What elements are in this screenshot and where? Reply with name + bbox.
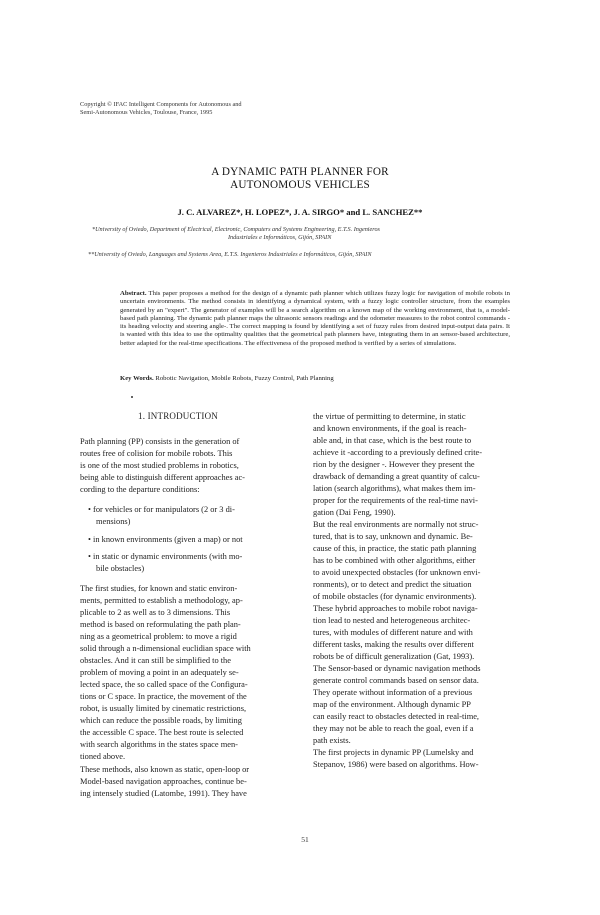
text-line: tion lead to nested and heterogeneous architec- xyxy=(313,616,471,625)
keywords-text: Robotic Navigation, Mobile Robots, Fuzzy Control, Path Planning xyxy=(155,375,334,382)
text-line: drawback of demanding a great quantity of calcu- xyxy=(313,472,480,481)
affiliation-2: **University of Oviedo, Languages and Systems Area, E.T.S. Ingenieros Industriales e Informáticos, Gijón, SPAIN xyxy=(88,251,372,258)
text-line: gation (Dai Feng, 1990). xyxy=(313,508,396,517)
text-line: But the real environments are normally not struc- xyxy=(313,520,479,529)
text-line: plicable to 2 as well as to 3 dimensions. This xyxy=(80,608,231,617)
text-line: has to be combined with other algorithms, either xyxy=(313,556,476,565)
bullet-item: • for vehicles or for manipulators (2 or 3 di- xyxy=(88,505,235,514)
text-line: the virtue of permitting to determine, in static xyxy=(313,412,466,421)
bullet-item-continuation: bile obstacles) xyxy=(96,564,145,573)
keywords-label: Key Words. xyxy=(120,375,154,382)
text-line: They operate without information of a previous xyxy=(313,688,473,697)
affiliation-1-line-1: *University of Oviedo, Department of Electrical, Electronic, Computers and Systems Engineering, E.T.S. Ingenieros xyxy=(92,226,380,233)
text-line: map of the environment. Although dynamic PP xyxy=(313,700,471,709)
text-line: ing intensely studied (Latombe, 1991). They have xyxy=(80,789,247,798)
abstract xyxy=(120,290,510,348)
bullet-item: • in static or dynamic environments (with mo- xyxy=(88,552,243,561)
text-line: tions or C space. In practice, the movement of the xyxy=(80,692,247,701)
text-line: routes free of colision for mobile robots. This xyxy=(80,449,233,458)
text-line: proper for the requirements of the real-time navi- xyxy=(313,496,478,505)
text-line: generate control commands based on sensor data. xyxy=(313,676,479,685)
text-line: being able to distinguish different approaches ac- xyxy=(80,473,245,482)
copyright-line: Copyright © IFAC Intelligent Components for Autonomous and xyxy=(80,101,242,108)
text-line: which can reduce the possible roads, by limiting xyxy=(80,716,242,725)
text-line: with search algorithms in the states space men- xyxy=(80,740,238,749)
text-line: rion by the designer -. However they present the xyxy=(313,460,475,469)
text-line: tured, that is to say, unknown and dynamic. Be- xyxy=(313,532,473,541)
text-line: Path planning (PP) consists in the generation of xyxy=(80,437,240,446)
bullet-item-continuation: mensions) xyxy=(96,517,131,526)
keywords xyxy=(120,375,510,382)
text-line: robot, is usually limited by cinematic restrictions, xyxy=(80,704,247,713)
abstract-label: Abstract. xyxy=(120,290,147,297)
text-line: These methods, also known as static, open-loop or xyxy=(80,765,250,774)
text-line: Stepanov, 1986) were based on algorithms. How- xyxy=(313,760,479,769)
text-line: able and, in that case, which is the best route to xyxy=(313,436,472,445)
text-line: lected space, the so called space of the Configura- xyxy=(80,680,248,689)
text-line: cause of this, in practice, the static path planning xyxy=(313,544,477,553)
text-line: achieve it -according to a previously defined crite- xyxy=(313,448,483,457)
text-line: These hybrid approaches to mobile robot naviga- xyxy=(313,604,478,613)
text-line: is one of the most studied problems in robotics, xyxy=(80,461,239,470)
text-line: problem of moving a point in an adequately se- xyxy=(80,668,239,677)
text-line: ronments), or to detect and predict the situation xyxy=(313,580,472,589)
copyright-line: Semi-Autonomous Vehicles, Toulouse, France, 1995 xyxy=(80,109,213,116)
section-heading: 1. INTRODUCTION xyxy=(138,411,218,421)
authors: J. C. ALVAREZ*, H. LOPEZ*, J. A. SIRGO* and L. SANCHEZ** xyxy=(177,207,423,217)
paper-title-line-1: A DYNAMIC PATH PLANNER FOR xyxy=(211,166,389,178)
affiliation-1-line-2: Industriales e Informáticos, Gijón, SPAIN xyxy=(228,234,332,241)
copyright-notice xyxy=(80,101,340,117)
text-line: can easily react to obstacles detected in real-time, xyxy=(313,712,480,721)
text-line: The Sensor-based or dynamic navigation methods xyxy=(313,664,481,673)
text-line: obstacles. And it can still be simplified to the xyxy=(80,656,231,665)
text-line: the accessible C space. The best route is selected xyxy=(80,728,244,737)
text-line: and known environments, if the goal is reach- xyxy=(313,424,467,433)
text-line: tioned above. xyxy=(80,752,126,761)
text-line: different tasks, making the results over different xyxy=(313,640,474,649)
text-line: solid through a n-dimensional euclidian space with xyxy=(80,644,251,653)
text-line: ning as a geometrical problem: to move a rigid xyxy=(80,632,237,641)
text-line: path exists. xyxy=(313,736,351,745)
text-line: cording to the departure conditions: xyxy=(80,485,200,494)
bullet-item: • in known environments (given a map) or not xyxy=(88,535,243,544)
text-line: tures, with modules of different nature and with xyxy=(313,628,473,637)
text-line: of mobile obstacles (for dynamic environments). xyxy=(313,592,477,601)
abstract-text: This paper proposes a method for the design of a dynamic path planner which utilizes fuzzy logic for navigation of mobile robots in uncertain environments. The method consists in identifying a dynamical system, with a fuzzy logic controller structure, from the examples generated by an "expert". The generator of examples will be a search algorithm on a known map of the working environment, that is, a model-based path planning. The dynamic path planner maps the ultrasonic sensors readings and the odometer measures to the robot control commands -its heading velocity and steering angle-. The correct mapping is found by identifying a set of fuzzy rules from desired input-output data pairs. It is wanted with this idea to use the optimality qualities that the geometrical path planners have, integrating them in an sensor-based architecture, better adapted for the real-time specifications. The effectiveness of the proposed method is verified by a series of simulations. xyxy=(120,290,510,347)
text-line: The first studies, for known and static environ- xyxy=(80,584,238,593)
text-line: lation (search algorithms), what makes them im- xyxy=(313,484,476,493)
text-line: ments, permitted to establish a methodology, ap- xyxy=(80,596,243,605)
text-line: to avoid unexpected obstacles (for unknown envi- xyxy=(313,568,481,577)
text-line: robots be of difficult generalization (Gat, 1993). xyxy=(313,652,475,661)
page-number: 51 xyxy=(301,835,309,844)
stray-dot xyxy=(131,396,133,398)
text-line: The first projects in dynamic PP (Lumelsky and xyxy=(313,748,474,757)
text-line: they may not be able to reach the goal, even if a xyxy=(313,724,474,733)
text-line: method is based on reformulating the path plan- xyxy=(80,620,241,629)
paper-title-line-2: AUTONOMOUS VEHICLES xyxy=(230,179,370,191)
text-line: Model-based navigation approaches, continue be- xyxy=(80,777,247,786)
